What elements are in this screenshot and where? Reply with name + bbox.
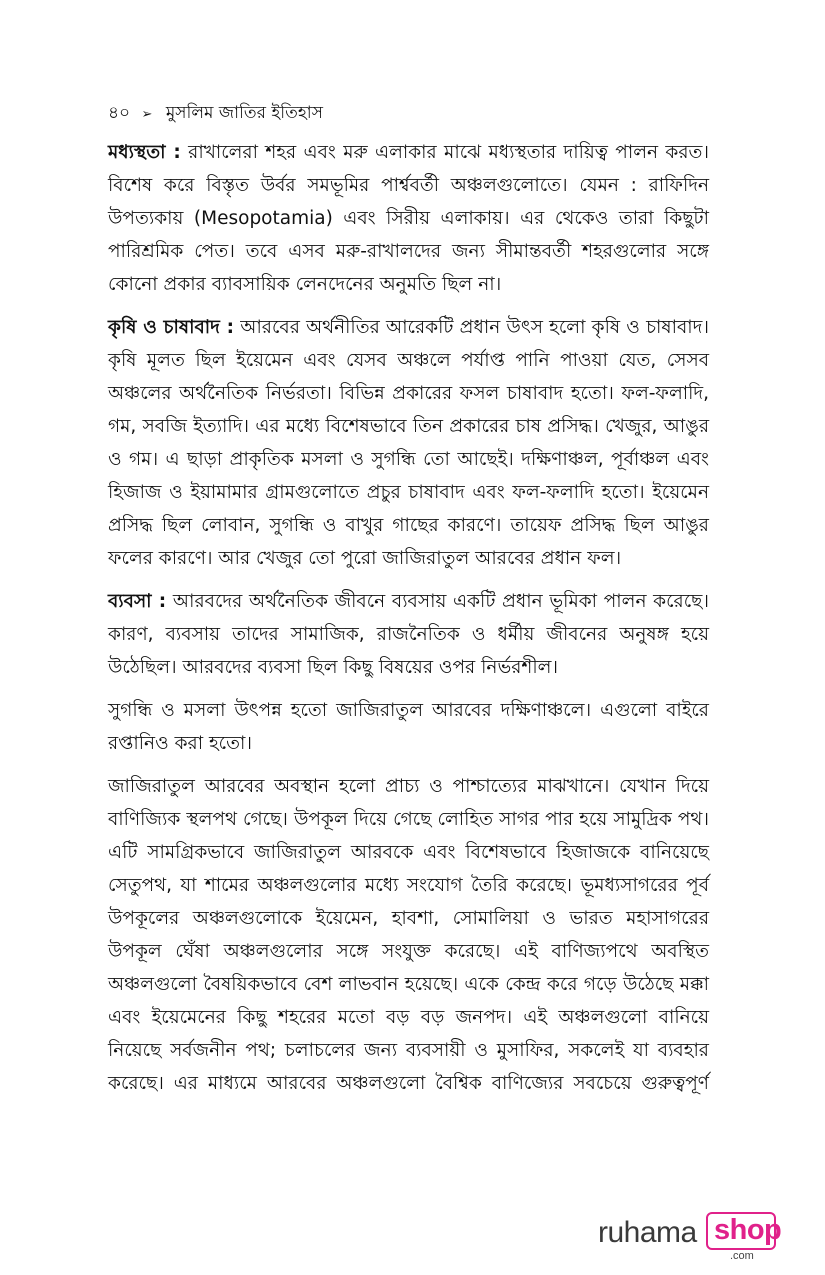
paragraph-mediation [108,136,709,301]
logo-shop-text: shop [714,1214,782,1246]
paragraph-text: আরবদের অর্থনৈতিক জীবনে ব্যবসায় একটি প্রধান ভূমিকা পালন করেছে। কারণ, ব্যবসায় তাদের সামাজিক, রাজনৈতিক ও ধর্মীয় জীবনের অনুষঙ্গ হয়ে উঠেছিল। আরবদের ব্যবসা ছিল কিছু বিষয়ের ওপর নির্ভরশীল। [108,591,709,678]
logo-ruhama-text: ruhama [598,1216,697,1249]
logo-domain-text: .com [730,1250,754,1262]
book-title: মুসলিম জাতির ইতিহাস [165,103,323,123]
page-number: ৪০ [108,103,131,123]
paragraph-text: জাজিরাতুল আরবের অবস্থান হলো প্রাচ্য ও পাশ্চাত্যের মাঝখানে। যেখান দিয়ে বাণিজ্যিক স্থলপথ গেছে। উপকূল দিয়ে গেছে লোহিত সাগর পার হয়ে সামুদ্রিক পথ। এটি সামগ্রিকভাবে জাজিরাতুল আরবকে এবং বিশেষভাবে হিজাজকে বানিয়েছে সেতুপথ, যা শামের অঞ্চলগুলোর মধ্যে সংযোগ তৈরি করেছে। ভূমধ্যসাগরের পূর্ব উপকূলের অঞ্চলগুলোকে ইয়েমেন, হাবশা, সোমালিয়া ও ভারত মহাসাগরের উপকূল ঘেঁষা অঞ্চলগুলোর সঙ্গে সংযুক্ত করেছে। এই বাণিজ্যপথে অবস্থিত অঞ্চলগুলো বৈষয়িকভাবে বেশ লাভবান হয়েছে। একে কেন্দ্র করে গড়ে উঠেছে মক্কা এবং ইয়েমেনের কিছু শহরের মতো বড় বড় জনপদ। এই অঞ্চলগুলো বানিয়ে নিয়েছে সর্বজনীন পথ; চলাচলের জন্য ব্যবসায়ী ও মুসাফির, সকলেই যা ব্যবহার করেছে। এর মাধ্যমে আরবের অঞ্চলগুলো বৈশ্বিক বাণিজ্যের সবচেয়ে গুরুত্বপূর্ণ [108,776,709,1094]
paragraph-text: রাখালেরা শহর এবং মরু এলাকার মাঝে মধ্যস্থতার দায়িত্ব পালন করত। বিশেষ করে বিস্তৃত উর্বর সমভূমির পার্শ্ববর্তী অঞ্চলগুলোতে। যেমন : রাফিদিন উপত্যকায় (Mesopotamia) এবং সিরীয় এলাকায়। এর থেকেও তারা কিছুটা পারিশ্রমিক পেত। তবে এসব মরু-রাখালদের জন্য সীমান্তবর্তী শহরগুলোর সঙ্গে কোনো প্রকার ব্যাবসায়িক লেনদেনের অনুমতি ছিল না। [108,142,709,295]
arrow-icon: ➢ [141,107,153,122]
logo-shop-badge [706,1212,782,1250]
paragraph-location [108,770,709,1100]
paragraph-trade [108,585,709,684]
paragraph-text: সুগন্ধি ও মসলা উৎপন্ন হতো জাজিরাতুল আরবের দক্ষিণাঞ্চলে। এগুলো বাইরে রপ্তানিও করা হতো। [108,700,709,754]
paragraph-term: কৃষি ও চাষাবাদ : [108,317,235,338]
page-header [108,100,323,128]
paragraph-term: মধ্যস্থতা : [108,142,181,163]
paragraph-agriculture [108,311,709,575]
ruhamashop-logo [598,1208,782,1262]
paragraph-term: ব্যবসা : [108,591,167,612]
paragraph-text: আরবের অর্থনীতির আরেকটি প্রধান উৎস হলো কৃষি ও চাষাবাদ। কৃষি মূলত ছিল ইয়েমেন এবং যেসব অঞ্চলে পর্যাপ্ত পানি পাওয়া যেত, সেসব অঞ্চলের অর্থনৈতিক নির্ভরতা। বিভিন্ন প্রকারের ফসল চাষাবাদ হতো। ফল-ফলাদি, গম, সবজি ইত্যাদি। এর মধ্যে বিশেষভাবে তিন প্রকারের চাষ প্রসিদ্ধ। খেজুর, আঙুর ও গম। এ ছাড়া প্রাকৃতিক মসলা ও সুগন্ধি তো আছেই। দক্ষিণাঞ্চল, পূর্বাঞ্চল এবং হিজাজ ও ইয়ামামার গ্রামগুলোতে প্রচুর চাষাবাদ এবং ফল-ফলাদি হতো। ইয়েমেন প্রসিদ্ধ ছিল লোবান, সুগন্ধি ও বাখুর গাছের কারণে। তায়েফ প্রসিদ্ধ ছিল আঙুর ফলের কারণে। আর খেজুর তো পুরো জাজিরাতুল আরবের প্রধান ফল। [108,317,709,569]
page-body [108,136,709,1110]
paragraph-spices [108,694,709,760]
